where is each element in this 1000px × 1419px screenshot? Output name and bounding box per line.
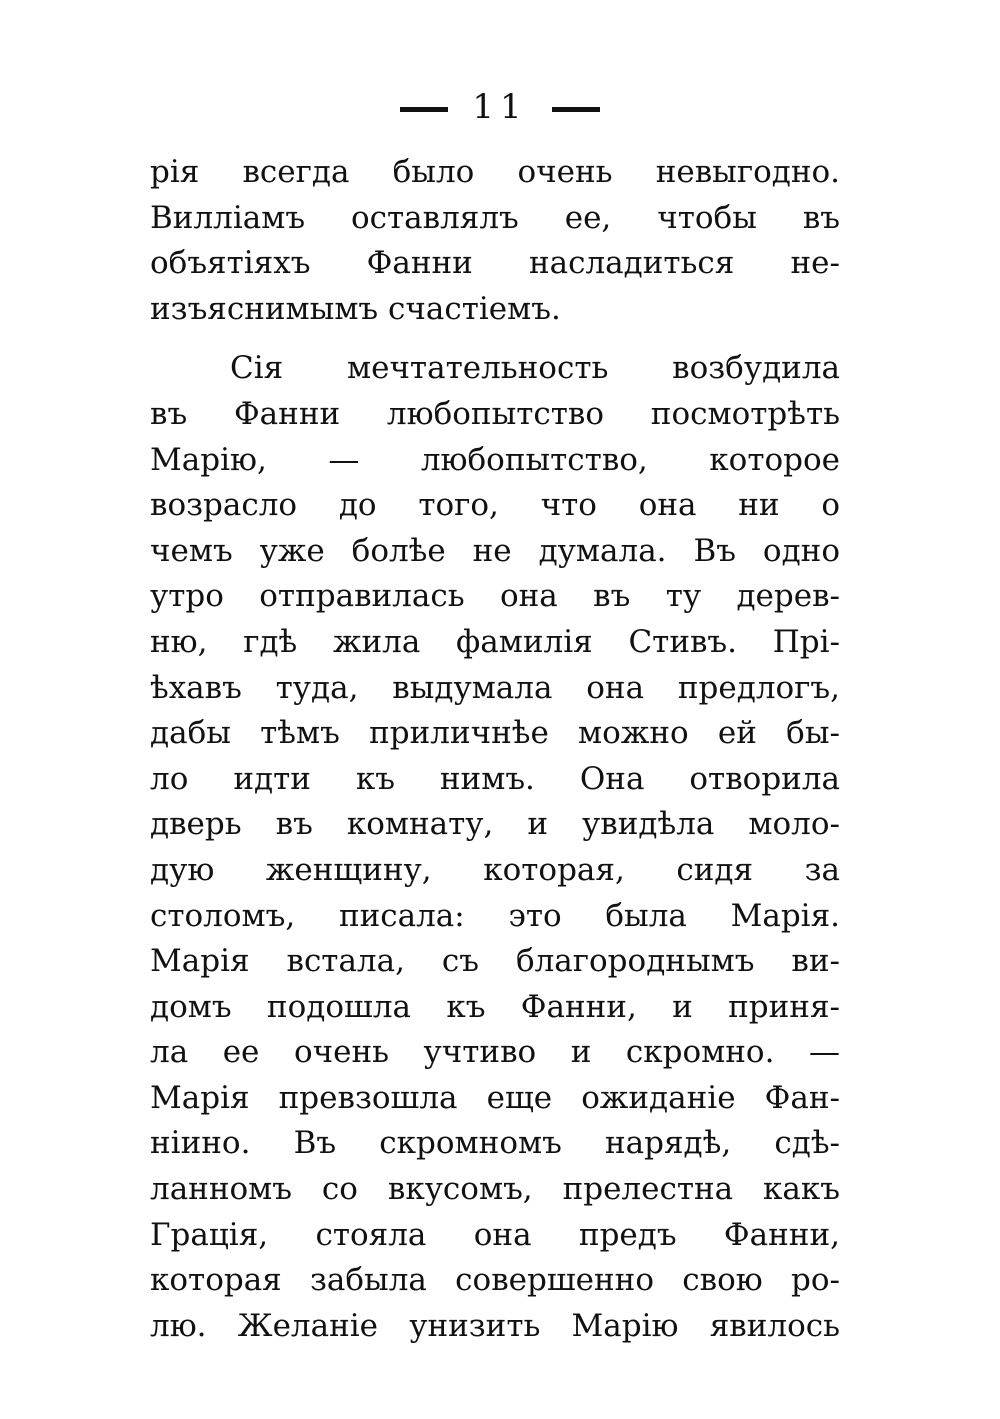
text-line: объятіяхъ Фанни насладиться не- [150, 245, 840, 282]
page-number: 11 [472, 87, 528, 127]
text-line: ню, гдѣ жила фамилія Стивъ. Прі- [150, 623, 840, 660]
text-line: ланномъ со вкусомъ, прелестна какъ [150, 1171, 840, 1208]
text-line: Марію, — любопытство, которое [150, 441, 840, 478]
text-line: Марія превзошла еще ожиданіе Фан- [150, 1079, 840, 1116]
text-line: возрасло до того, что она ни о [150, 487, 840, 524]
text-line: лю. Желаніе унизить Марію явилось [150, 1307, 840, 1344]
text-line: дую женщину, которая, сидя за [150, 851, 840, 888]
header-left-dash [400, 107, 448, 112]
text-line: столомъ, писала: это была Марія. [150, 897, 840, 934]
text-line: Сія мечтательность возбудила [230, 350, 840, 387]
text-line: изъяснимымъ счастіемъ. [150, 290, 561, 327]
text-line: домъ подошла къ Фанни, и приня- [150, 988, 840, 1025]
text-line: чемъ уже болѣе не думала. Въ одно [150, 532, 840, 569]
text-line: ла ее очень учтиво и скромно. — [150, 1034, 840, 1071]
text-line: Вилліамъ оставлялъ ее, чтобы въ [150, 199, 840, 236]
text-line: Марія встала, съ благороднымъ ви- [150, 943, 840, 980]
body-text [150, 150, 840, 1349]
text-line: рія всегда было очень невыгодно. [150, 154, 840, 190]
text-line: ѣхавъ туда, выдумала она предлогъ, [150, 669, 840, 706]
header-right-dash [552, 107, 600, 112]
text-line: дверь въ комнату, и увидѣла моло- [150, 806, 840, 843]
text-line: Грація, стояла она предъ Фанни, [150, 1216, 840, 1253]
text-line: которая забыла совершенно свою ро- [150, 1262, 840, 1299]
text-line: дабы тѣмъ приличнѣе можно ей бы- [150, 715, 840, 752]
text-line: въ Фанни любопытство посмотрѣть [150, 395, 840, 432]
paragraph-gap [150, 332, 840, 346]
text-line: ло идти къ нимъ. Она отворила [150, 760, 840, 797]
text-line: утро отправилась она въ ту дерев- [150, 578, 840, 615]
text-line: ніино. Въ скромномъ нарядѣ, сдѣ- [150, 1125, 840, 1162]
page-header [0, 82, 1000, 132]
